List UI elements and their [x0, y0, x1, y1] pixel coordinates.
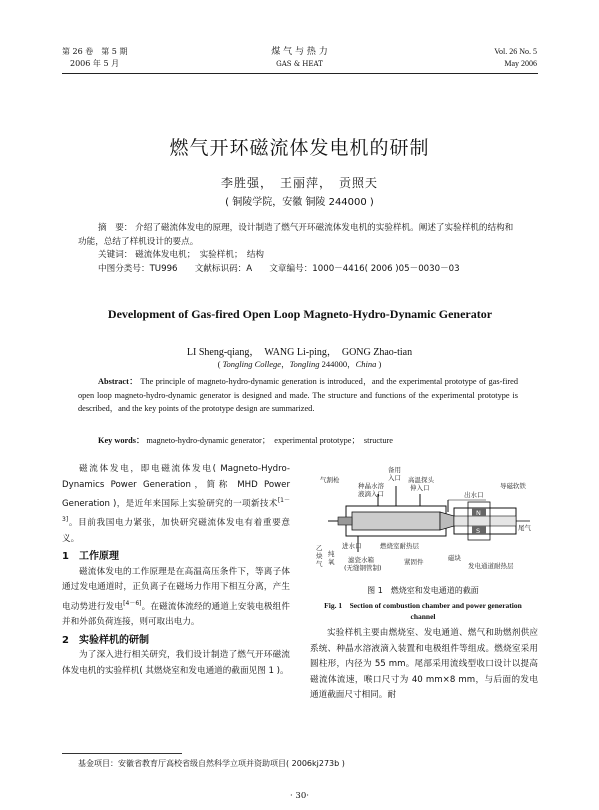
label-acetylene2: 炔	[316, 552, 323, 560]
affiliation-en	[0, 358, 599, 370]
authors-en: LI Sheng-qiang， WANG Li-ping， GONG Zhao-tian	[186, 347, 413, 358]
abstract-text-en: The principle of magneto-hydro-dynamic generation is introduced，and the experimental prototype of gas-fired open loop magneto-hydro-dynamic generator is designed and made. The structure and functions of the experimental prototype is described，and the key points of the prototype design are summarized.	[78, 377, 518, 413]
header-rule	[62, 73, 538, 74]
channel-inner	[454, 516, 516, 526]
label-s: S	[476, 527, 481, 535]
label-acetylene: 乙	[316, 544, 323, 552]
label-exhaust: 尾气	[518, 524, 531, 532]
label-acetylene3: 气	[316, 560, 323, 568]
label-fastener: 紧固件	[404, 558, 424, 566]
classification-line: 中图分类号：TU996 文献标识码：A 文章编号：1000－4416( 2006 )05－0030－03	[98, 263, 460, 274]
aff-country: China	[355, 359, 377, 369]
footnote-funding: 基金项目：安徽省教育厅高校省级自然科学立项并资助项目( 2006kj273b )	[78, 759, 345, 768]
label-ceramic: 滤瓷水箱	[348, 556, 374, 564]
aff-open: (	[217, 359, 223, 369]
aff-close: )	[376, 359, 382, 369]
section-1-heading: 1 工作原理	[62, 551, 119, 563]
gun-nozzle	[338, 517, 352, 525]
label-channel-layer: 发电通道耐热层	[468, 562, 514, 570]
label-seed: 种晶水溶	[358, 482, 384, 490]
label-magnet-block: 磁块	[448, 554, 461, 562]
header-volume-en	[494, 46, 537, 70]
section-2-heading: 2 实验样机的研制	[62, 634, 149, 646]
figure-caption-cn: 图 1 燃烧室和发电通道的截面	[367, 586, 479, 595]
label-magnet: 导磁软铁	[500, 482, 526, 490]
footnote-rule	[62, 753, 182, 754]
label-ceramic2: (无缝钢管制)	[344, 564, 382, 572]
principle-paragraph	[62, 565, 290, 631]
label-seed2: 液滴入口	[358, 490, 384, 498]
label-oxygen2: 氧	[328, 558, 335, 566]
aff-sep: ，	[281, 359, 290, 369]
intro-paragraph	[62, 462, 290, 547]
intro-ref: [1－3]	[62, 497, 290, 524]
keywords-text-cn: 磁流体发电机； 实验样机； 结构	[135, 250, 265, 260]
label-spare: 备用	[388, 466, 401, 474]
aff-college: Tongling College	[222, 359, 282, 369]
paper-title-en: Development of Gas-fired Open Loop Magneto-Hydro-Dynamic Generator	[107, 307, 493, 321]
aff-city: Tongling	[289, 359, 320, 369]
keywords-label-en: Key words：	[98, 436, 145, 445]
principle-tail: 。在磁流体流经的通道上安装电极组件并和外部负荷连接，则可取出电力。	[62, 601, 290, 628]
label-n: N	[476, 509, 481, 517]
abstract-label-en: Abstract：	[98, 377, 139, 386]
header-date: 2006 年 5 月	[70, 59, 120, 68]
header-vol-en: Vol. 26 No. 5	[494, 47, 537, 56]
label-probe: 高温探头	[408, 476, 434, 484]
authors-cn: 李胜强， 王丽萍， 贡照天	[220, 176, 378, 190]
abstract-text-cn: 介绍了磁流体发电的原理，设计制造了燃气开环磁流体发电机的实验样机。阐述了实验样机的结构和功能，总结了样机设计的要点。	[78, 223, 514, 247]
label-probe2: 伸入口	[410, 484, 430, 492]
prototype-paragraph: 为了深入进行相关研究，我们设计制造了燃气开环磁流体发电机的实验样机( 其燃烧室和发电通道的截面见图 1 )。	[62, 650, 290, 676]
journal-name-cn: 煤 气 与 热 力	[271, 47, 328, 57]
chamber-refractory	[352, 512, 440, 530]
intro-tail: 。目前我国电力紧张，加快研究磁流体发电有着重要意义。	[62, 518, 290, 544]
aff-postcode: 244000，	[319, 359, 356, 369]
label-air-gun: 气割枪	[320, 476, 340, 484]
paper-title-cn: 燃气开环磁流体发电机的研制	[169, 137, 430, 159]
keywords-label-cn: 关键词：	[98, 250, 133, 260]
keywords-en	[98, 434, 518, 446]
keywords-text-en: magneto-hydro-dynamic generator； experimental prototype； structure	[146, 436, 393, 445]
figure-1	[308, 464, 538, 579]
journal-name-en: GAS & HEAT	[276, 60, 323, 68]
principle-ref: [4－6]	[123, 599, 142, 607]
label-spare2: 入口	[388, 474, 401, 482]
header-month-en: May 2006	[504, 59, 537, 68]
abstract-cn	[78, 222, 518, 276]
left-column	[62, 462, 290, 679]
figure-caption-en: Fig. 1 Section of combustion chamber and power generation channel	[324, 601, 522, 621]
affiliation-cn: ( 铜陵学院，安徽 铜陵 244000 )	[225, 197, 374, 208]
label-refractory: 燃烧室耐热层	[380, 542, 419, 550]
throat	[440, 512, 454, 530]
principle-text: 磁流体发电的工作原理是在高温高压条件下，等离子体通过发电通道时，正负离子在磁场力作用下相互分离，产生电动势进行发电	[62, 566, 290, 612]
page-number: · 30·	[290, 791, 309, 801]
abstract-label-cn: 摘 要：	[98, 223, 133, 233]
header-volume-issue: 第 26 卷 第 5 期	[62, 47, 128, 56]
figure-1-diagram	[308, 464, 538, 579]
label-water-out: 出水口	[464, 491, 484, 499]
right-column-paragraph: 实验样机主要由燃烧室、发电通道、燃气和助燃剂供应系统、种晶水溶液滴入装置和电极组件等组成。燃烧室采用圆柱形，内径为 55 mm。尾部采用流线型收口设计以提高磁流体流速，喉口尺寸为 40 mm×8 mm，与后面的发电通道截面尺寸相同。耐	[310, 628, 538, 700]
label-water-in: 进水口	[342, 542, 362, 550]
label-oxygen: 纯	[328, 550, 335, 558]
abstract-en	[78, 375, 518, 416]
intro-text: 磁流体发电，即电磁流体发电( Magneto-Hydro-Dynamics Power Generation，简称 MHD Power Generation )，是近年来国际上实验研究的一项新技术	[62, 464, 290, 509]
